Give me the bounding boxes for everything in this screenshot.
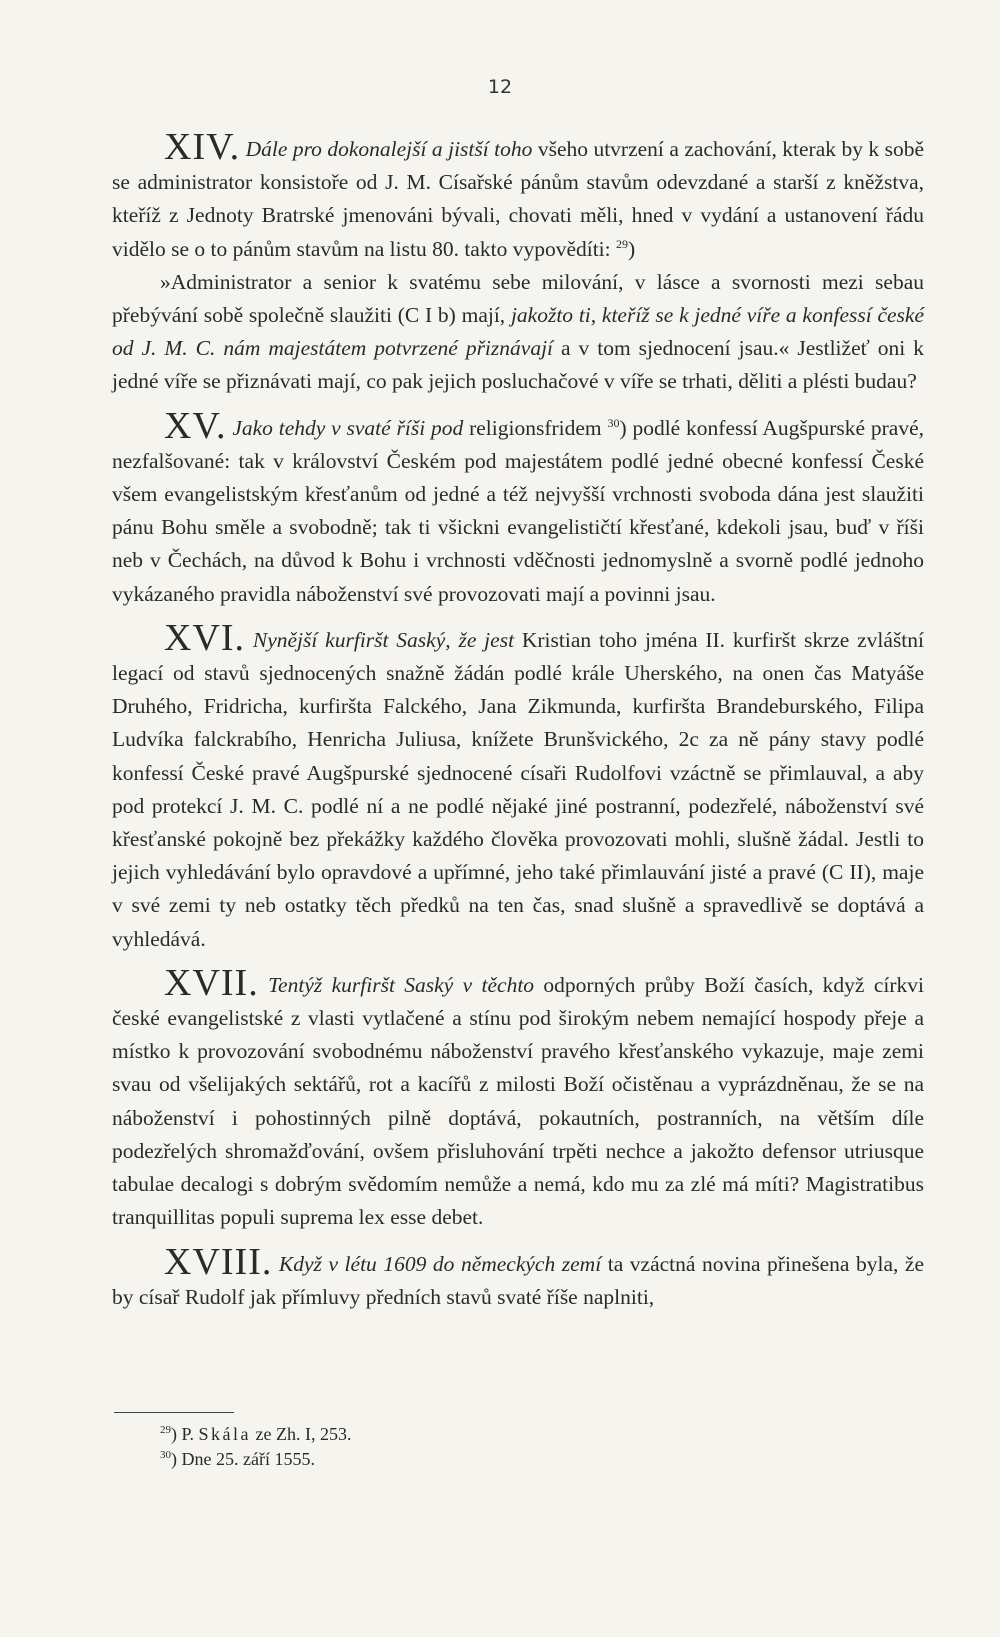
body-text (112, 128, 924, 1314)
section-text-pre: religionsfridem (463, 415, 602, 440)
section-numeral: XVII. (164, 961, 259, 1004)
footnote-text-suffix: ze Zh. I, 253. (251, 1424, 352, 1444)
section-xiv (112, 128, 924, 266)
page-number: 12 (487, 76, 513, 98)
section-xvii (112, 961, 924, 1235)
quote-italic: jakožto ti, kteříž se k jedné víře a konfessí české od J. M. C. nám majestátem potvrzené přiznávají (112, 303, 924, 361)
footnotes (160, 1422, 351, 1472)
section-tail: ) (628, 236, 636, 261)
quote-paragraph (112, 266, 924, 399)
footnote-divider (114, 1412, 234, 1413)
section-numeral: XIV. (164, 126, 241, 168)
section-text: odporných průby Boží časích, když církvi české evangelistské z vlasti vytlačené a stínu pod širokým nebem nemající hospody přeje a místko k provozování svobodnému náboženství pravého křesťanského vykazuje, maje zemi svau od všelijakých sektářů, rot a kacířů z milosti Boží očistěnau a vyprázdněnau, že se na náboženství i pohostinných pilně doptává, pokautních, postranních, na větším díle podezřelých shromažďování, ovšem přisluhování trpěti nechce a jakožto defensor utriusque tabulae decalogi s dobrým svědomím nemůže a nemá, kdo mu za zlé má míti? Magistratibus tranquillitas populi suprema lex esse debet. (112, 972, 924, 1230)
italic-lead: Nynější kurfiršt Saský, že jest (252, 627, 515, 652)
section-xv (112, 404, 924, 611)
footnote-author: Skála (198, 1424, 252, 1444)
section-numeral: XVI. (164, 616, 246, 659)
footnote-text: ) Dne 25. září 1555. (171, 1449, 315, 1469)
footnote-text: ) P. (171, 1424, 199, 1444)
footnote-ref: 29 (616, 236, 629, 251)
quote-start: »Administrator a senior k svatému sebe milování, v lásce a svornosti mezi sebau přebývání sobě společně slaužiti (C I b) mají, (112, 269, 924, 328)
italic-lead: Jako tehdy v svaté říši pod (232, 415, 464, 440)
section-xvi (112, 616, 925, 956)
section-text: ta vzáctná novina přinešena byla, že by císař Rudolf jak přímluvy předních stavů svaté říše naplniti, (112, 1251, 925, 1309)
section-numeral: XV. (164, 404, 227, 447)
section-numeral: XVIII. (164, 1240, 273, 1283)
italic-lead: Dále pro dokonalejší a jistší toho (245, 137, 533, 161)
footnote-29 (160, 1422, 351, 1447)
section-text: ) podlé konfessí Augšpurské pravé, nezfalšované: tak v království Českém pod majestátem podlé jedné obecné konfessí České všem evangelistským křesťanům od jedné a též nejvyšší vrchnosti svoboda dána jest slaužiti pánu Bohu směle a svobodně; tak ti všickni evangelističtí křesťané, kdekoli jsau, buď v říši neb v Čechách, na důvod k Bohu i vrchnosti vděčnosti jednomyslně a svorně podlé jednoho vykázaného pravidla náboženství své provozovati mají a povinni jsau. (112, 415, 924, 606)
section-xviii (112, 1240, 925, 1314)
section-text: Kristian toho jména II. kurfiršt skrze zvláštní legací od stavů sjednocených snažně žádán podlé krále Uherského, na onen čas Matyáše Druhého, Fridricha, kurfiršta Falckého, Jana Zikmunda, kurfiršta Brandeburského, Filipa Ludvíka falckrabího, Henricha Juliusa, knížete Brunšvického, 2c za ně pány stavy podlé konfessí České pravé Augšpurské sjednocené císaři Rudolfovi vzáctně se přimlauval, a aby pod protekcí J. M. C. podlé ní a ne podlé nějaké jiné postranní, podezřelé, náboženství své křesťanské pokojně bez překážky každého člověka provozovati mohli, slušně žádal. Jestli to jejich vyhledávání bylo opravdové a upřímné, jeho také přimlauvání jisté a pravé (C II), maje v své zemi ty neb ostatky těch předků na ten čas, snad slušně a spravedlivě se doptává a vyhledává. (112, 627, 925, 951)
italic-lead: Tentýž kurfiršt Saský v těchto (268, 972, 535, 997)
section-text: všeho utvrzení a zachování, kterak by k sobě se administrator konsistoře od J. M. Císařské pánům stavům odevzdané a starší z kněžstva, kteříž z Jednoty Bratrské jmenováni bývali, chovati měli, hned v vydání a ustanovení řádu vidělo se o to pánům stavům na listu 80. takto vypovědíti: (112, 137, 925, 261)
footnote-number: 29 (160, 1424, 171, 1436)
footnote-ref: 30 (607, 415, 620, 430)
footnote-30 (160, 1447, 351, 1472)
footnote-number: 30 (160, 1449, 171, 1461)
italic-lead: Když v létu 1609 do německých zemí (278, 1251, 602, 1276)
quote-end: a v tom sjednocení jsau.« Jestližeť oni k jedné víře se přiznávati mají, co pak jejich posluchačové v víře se trhati, děliti a plésti budau? (112, 336, 924, 394)
